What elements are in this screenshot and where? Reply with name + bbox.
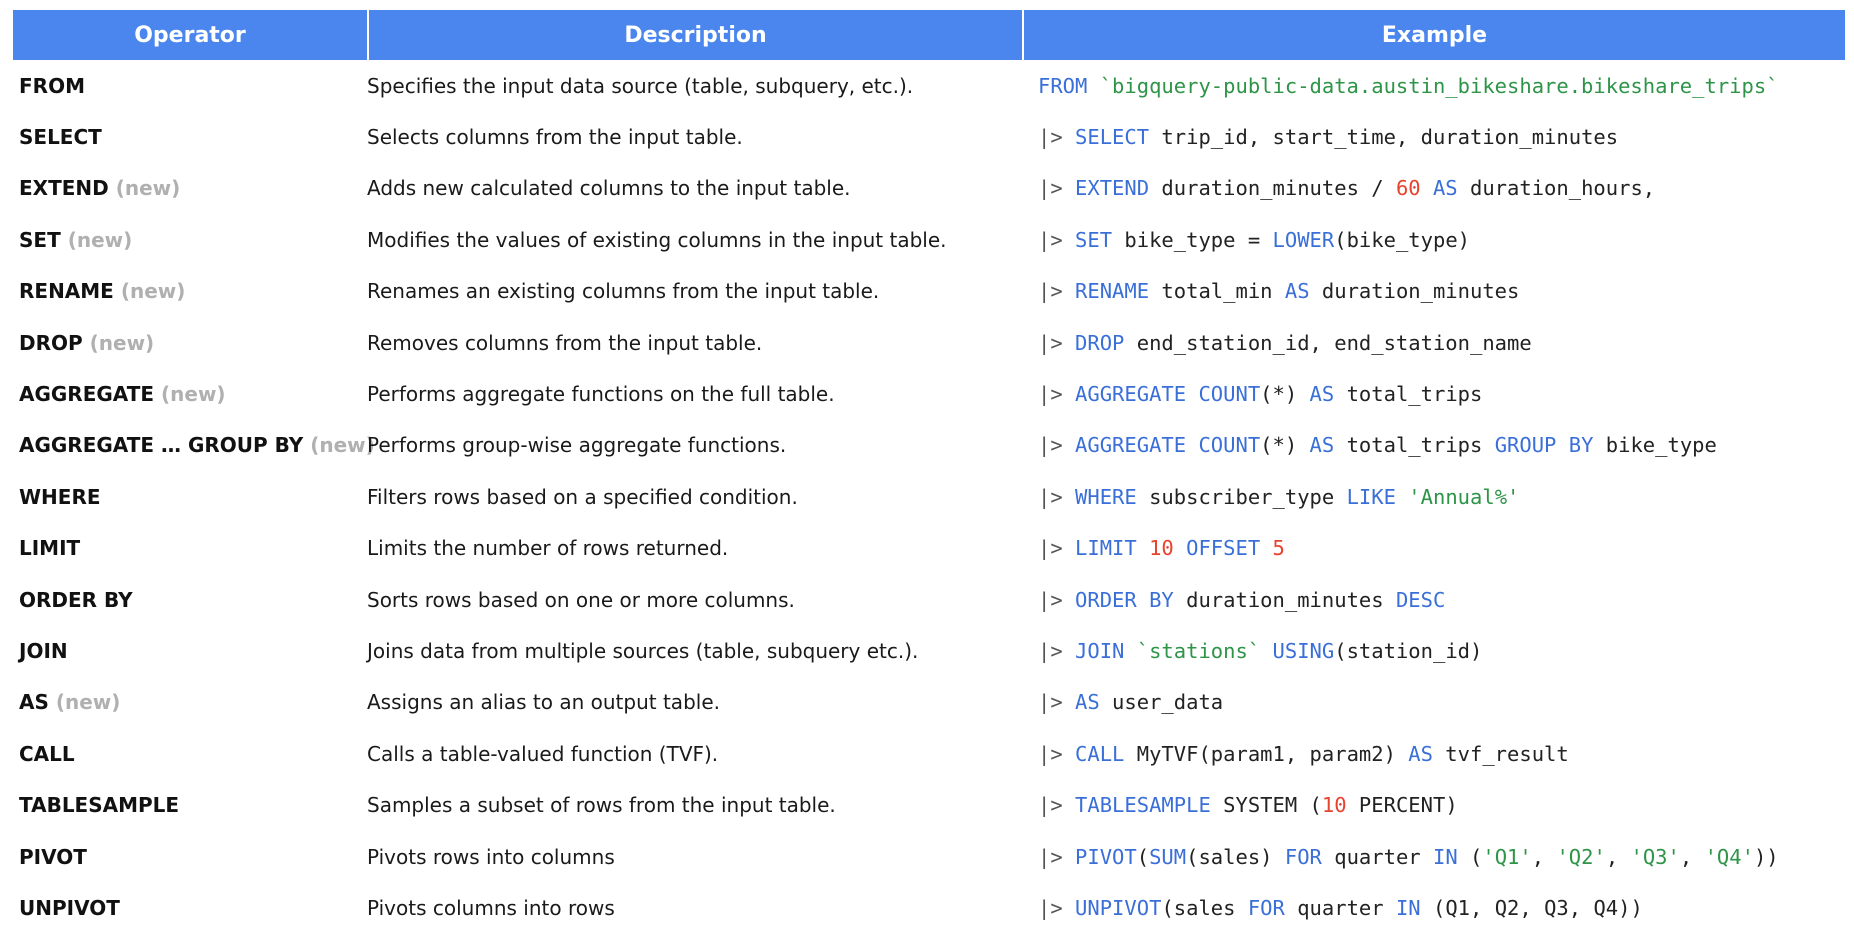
example-code [1022,639,1845,663]
table-row [13,574,1845,625]
pipe-operator: |> [1038,227,1076,252]
operator-cell [13,74,367,98]
code-text: trip_id, start_time, duration_minutes [1149,125,1619,150]
pipe-operator: |> [1038,741,1076,766]
example-code [1022,433,1845,457]
operator-name: JOIN [19,638,68,663]
code-text: (*) [1260,382,1310,407]
example-code [1022,125,1845,149]
operator-name: AGGREGATE [19,382,155,407]
table-row [13,523,1845,574]
code-text: total_trips [1334,433,1495,458]
example-code [1022,845,1845,869]
operator-name: SET [19,227,61,252]
description-text: Performs group-wise aggregate functions. [367,433,787,458]
example-code [1022,690,1845,714]
code-text: MyTVF(param1, param2) [1124,741,1409,766]
operator-cell [13,845,367,869]
code-text [1137,536,1149,560]
code-text: tvf_result [1432,741,1569,766]
pipe-operator: |> [1038,382,1076,407]
new-tag: (new) [67,227,133,252]
operator-cell [13,176,367,200]
example-code [1022,279,1845,303]
example-code [1022,896,1845,920]
table-row [13,677,1845,728]
header-example: Example [1022,10,1845,60]
operator-name: TABLESAMPLE [19,793,180,818]
code-string: 'Q4' [1704,844,1754,869]
code-keyword: SUM [1149,844,1187,869]
code-string: `stations` [1136,638,1261,663]
example-code [1022,228,1845,252]
code-text: SYSTEM ( [1210,793,1322,818]
table-row [13,728,1845,779]
operator-name: RENAME [19,279,114,304]
code-text: ( [1457,844,1483,869]
operator-cell [13,690,367,714]
description-text: Adds new calculated columns to the input table. [367,176,851,201]
operator-cell [13,382,367,406]
example-code [1022,176,1845,200]
table-row [13,882,1845,933]
operator-cell [13,896,367,920]
code-text: duration_minutes [1173,587,1396,612]
header-operator: Operator [13,10,367,60]
code-text: duration_minutes / [1149,176,1396,201]
code-keyword: WHERE [1075,484,1137,509]
description-text: Selects columns from the input table. [367,125,743,150]
code-text: user_data [1099,690,1224,715]
code-text: )) [1753,844,1779,869]
code-text: (*) [1260,433,1310,458]
code-string: `bigquery-public-data.austin_bikeshare.bikeshare_trips` [1099,73,1779,98]
pipe-operator: |> [1038,279,1076,304]
description-text: Assigns an alias to an output table. [367,690,720,715]
operator-cell [13,536,367,560]
pipe-operator: |> [1038,844,1076,869]
code-text: PERCENT) [1346,793,1458,818]
code-text: quarter [1284,895,1396,920]
code-text: ( [1136,844,1150,869]
code-keyword: CALL [1075,741,1125,766]
operator-cell [13,228,367,252]
code-keyword: EXTEND [1075,176,1150,201]
code-keyword: FROM [1038,73,1088,98]
table-row [13,368,1845,419]
pipe-operator: |> [1038,125,1076,150]
operator-name: UNPIVOT [19,895,120,920]
code-string: 'Q1' [1482,844,1532,869]
code-text [1260,639,1272,663]
operator-cell [13,331,367,355]
operator-cell [13,793,367,817]
example-code [1022,331,1845,355]
description-cell [367,382,1022,406]
code-text: (sales) [1186,844,1285,869]
operator-cell [13,485,367,509]
description-cell [367,331,1022,355]
pipe-operator: |> [1038,895,1076,920]
example-code [1022,74,1845,98]
operator-name: LIMIT [19,536,81,561]
table-row [13,266,1845,317]
description-cell [367,433,1022,457]
description-cell [367,845,1022,869]
code-keyword: TABLESAMPLE [1075,793,1211,818]
code-text [1174,536,1186,560]
description-cell [367,690,1022,714]
operator-name: ORDER BY [19,587,133,612]
new-tag: (new) [120,279,186,304]
table-row [13,831,1845,882]
operator-cell [13,279,367,303]
code-number: 5 [1272,536,1285,561]
code-text: total_trips [1334,382,1483,407]
code-text [1260,536,1272,560]
pipe-operator: |> [1038,484,1076,509]
pipe-operator: |> [1038,587,1076,612]
pipe-operator: |> [1038,176,1076,201]
header-description: Description [367,10,1022,60]
operators-table [13,10,1845,934]
code-text: bike_type [1593,433,1717,458]
operator-cell [13,588,367,612]
table-row [13,163,1845,214]
code-number: 60 [1395,176,1421,201]
code-keyword: PIVOT [1075,844,1137,869]
table-row [13,420,1845,471]
description-text: Sorts rows based on one or more columns. [367,587,795,612]
code-text: (station_id) [1334,638,1483,663]
code-text: subscriber_type [1136,484,1347,509]
description-cell [367,125,1022,149]
operator-name: DROP [19,330,83,355]
code-keyword: IN [1433,844,1458,869]
code-keyword: DROP [1075,330,1125,355]
code-keyword: AGGREGATE COUNT [1075,382,1261,407]
description-text: Modifies the values of existing columns in the input table. [367,227,947,252]
code-keyword: LOWER [1272,227,1335,252]
new-tag: (new) [115,176,181,201]
code-keyword: FOR [1247,895,1285,920]
description-cell [367,742,1022,766]
code-text [1421,176,1433,200]
description-text: Renames an existing columns from the input table. [367,279,880,304]
table-row [13,317,1845,368]
description-text: Pivots rows into columns [367,844,615,869]
description-cell [367,588,1022,612]
code-text: duration_hours, [1457,176,1656,201]
example-code [1022,485,1845,509]
code-text: , [1679,844,1705,869]
description-cell [367,228,1022,252]
pipe-operator: |> [1038,690,1076,715]
code-keyword: SELECT [1075,125,1150,150]
code-keyword: OFFSET [1186,536,1261,561]
code-text: (sales [1161,895,1248,920]
code-keyword: RENAME [1075,279,1150,304]
description-text: Joins data from multiple sources (table, subquery etc.). [367,638,919,663]
example-code [1022,588,1845,612]
code-string: 'Q2' [1556,844,1606,869]
description-text: Samples a subset of rows from the input table. [367,793,836,818]
code-keyword: UNPIVOT [1075,895,1162,920]
operator-name: SELECT [19,125,102,150]
new-tag: (new) [89,330,155,355]
description-cell [367,639,1022,663]
code-keyword: FOR [1284,844,1322,869]
operator-name: AS [19,690,49,715]
code-keyword: LIMIT [1075,536,1137,561]
table-row [13,60,1845,111]
description-text: Calls a table-valued function (TVF). [367,741,719,766]
code-keyword: SET [1075,227,1113,252]
table-header [13,10,1845,60]
description-cell [367,74,1022,98]
code-keyword: AS [1432,176,1458,201]
operator-cell [13,125,367,149]
new-tag: (new) [310,433,375,458]
code-text: , [1531,844,1557,869]
example-code [1022,382,1845,406]
code-text: duration_minutes [1309,279,1520,304]
code-keyword: GROUP BY [1494,433,1594,458]
pipe-operator: |> [1038,536,1076,561]
table-body [13,60,1845,934]
code-keyword: USING [1272,638,1335,663]
code-keyword: JOIN [1075,638,1125,663]
new-tag: (new) [161,382,226,407]
code-keyword: AS [1309,382,1335,407]
code-keyword: ORDER BY [1075,587,1174,612]
code-keyword: AS [1284,279,1310,304]
code-keyword: IN [1395,895,1421,920]
table-row [13,779,1845,830]
code-keyword: DESC [1395,587,1446,612]
description-cell [367,536,1022,560]
code-text: (Q1, Q2, Q3, Q4)) [1420,895,1643,920]
table-row [13,111,1845,162]
description-cell [367,793,1022,817]
description-text: Pivots columns into rows [367,895,615,920]
pipe-operator: |> [1038,793,1076,818]
pipe-operator: |> [1038,330,1076,355]
pipe-operator: |> [1038,433,1076,458]
code-text: quarter [1321,844,1433,869]
operator-cell [13,433,375,458]
code-text: (bike_type) [1334,227,1470,252]
code-text [1087,74,1099,98]
code-number: 10 [1321,793,1347,818]
code-text: total_min [1149,279,1285,304]
operator-name: PIVOT [19,844,87,869]
operator-cell [13,742,367,766]
operator-name: EXTEND [19,176,109,201]
table-row [13,214,1845,265]
code-keyword: AGGREGATE COUNT [1075,433,1261,458]
code-keyword: AS [1408,741,1433,766]
example-code [1022,793,1845,817]
code-text: bike_type = [1112,227,1273,252]
new-tag: (new) [55,690,121,715]
operator-name: AGGREGATE … GROUP BY [19,433,304,458]
table-row [13,625,1845,676]
code-keyword: LIKE [1346,484,1396,509]
description-text: Limits the number of rows returned. [367,536,729,561]
description-text: Performs aggregate functions on the full table. [367,382,835,407]
code-string: 'Q3' [1630,844,1680,869]
operator-name: WHERE [19,484,101,509]
description-cell [367,485,1022,509]
description-text: Filters rows based on a specified condition. [367,484,798,509]
code-text [1396,485,1408,509]
code-text: end_station_id, end_station_name [1124,330,1532,355]
operator-name: FROM [19,73,85,98]
operator-name: CALL [19,741,75,766]
description-cell [367,279,1022,303]
operator-cell [13,639,367,663]
description-text: Removes columns from the input table. [367,330,763,355]
table-row [13,471,1845,522]
code-text: , [1605,844,1631,869]
pipe-operator: |> [1038,638,1076,663]
example-code [1022,536,1845,560]
description-cell [367,176,1022,200]
description-cell [367,896,1022,920]
code-number: 10 [1149,536,1174,561]
code-text [1124,639,1136,663]
code-keyword: AS [1309,433,1335,458]
description-text: Specifies the input data source (table, subquery, etc.). [367,73,914,98]
code-string: 'Annual%' [1408,484,1520,509]
example-code [1022,742,1845,766]
code-keyword: AS [1075,690,1100,715]
